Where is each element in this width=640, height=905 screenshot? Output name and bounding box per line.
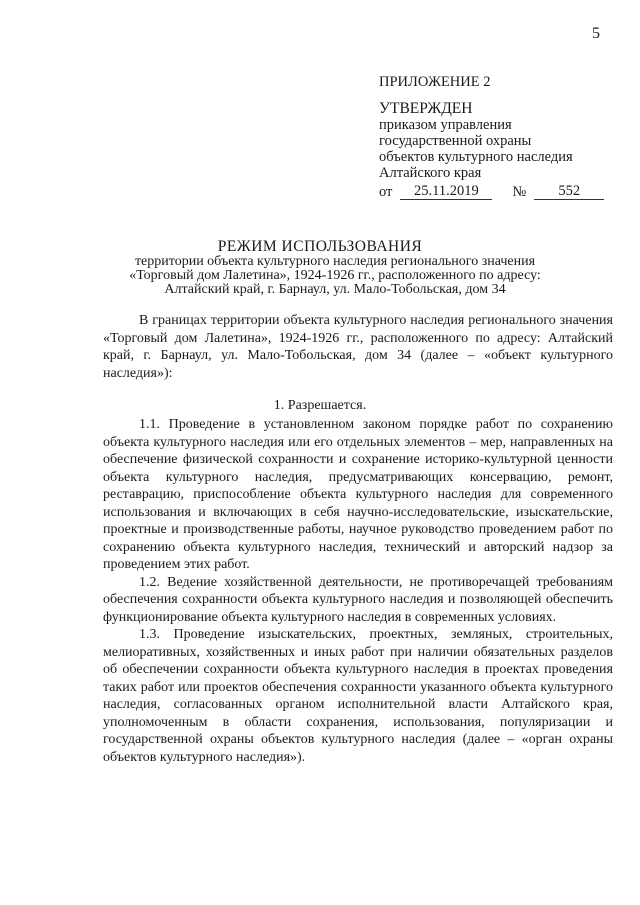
approval-line: объектов культурного наследия <box>379 149 573 165</box>
approval-block <box>379 74 619 200</box>
document-subtitle <box>110 255 560 297</box>
order-number: 552 <box>534 183 604 200</box>
item-1-1: 1.1. Проведение в установленном законом порядке работ по сохранению объекта культурного наследия или его отдельных элементов – мер, направленных на обеспечение физической сохранности и сохранение историко-культурной ценности объекта культурного наследия, предусматривающих консервацию, ремонт, реставрацию, приспособление объекта культурного наследия для современного использования и включающих в себя научно-исследовательские, изыскательские, проектные и производственные работы, научное руководство проведением работ по сохранению объекта культурного наследия, технический и авторский надзор за проведением этих работ. <box>103 417 613 572</box>
appendix-label: ПРИЛОЖЕНИЕ 2 <box>379 74 491 90</box>
subtitle-line: «Торговый дом Лалетина», 1924-1926 гг., расположенного по адресу: <box>129 268 541 283</box>
document-title: РЕЖИМ ИСПОЛЬЗОВАНИЯ <box>217 238 423 255</box>
items-block <box>103 416 613 766</box>
approval-line: Алтайского края <box>379 165 482 181</box>
order-date: 25.11.2019 <box>400 183 492 200</box>
order-line <box>379 183 619 200</box>
number-label: № <box>512 184 527 200</box>
subtitle-line: территории объекта культурного наследия регионального значения <box>134 254 536 269</box>
item-1-2: 1.2. Ведение хозяйственной деятельности, не противоречащей требованиям обеспечения сохранности объекта культурного наследия и позволяющей обеспечить функционирование объекта культурного наследия в современных условиях. <box>103 574 613 625</box>
from-label: от <box>379 184 393 200</box>
approval-line: приказом управления <box>379 117 512 133</box>
subtitle-line: Алтайский край, г. Барнаул, ул. Мало-Тобольская, дом 34 <box>164 282 506 297</box>
approved-label: УТВЕРЖДЕН <box>379 100 473 117</box>
item-1-3: 1.3. Проведение изыскательских, проектных, земляных, строительных, мелиоративных, хозяйственных и иных работ при наличии обязательных разделов об обеспечении сохранности объекта культурного наследия в проектах проведения таких работ или проектов обеспечения сохранности указанного объекта культурного наследия, согласованных органом исполнительной власти Алтайского края, уполномоченным в области сохранения, использования, популяризации и государственной охраны объектов культурного наследия (далее – «орган охраны объектов культурного наследия»). <box>103 627 613 765</box>
page-number: 5 <box>592 25 600 42</box>
intro-paragraph: В границах территории объекта культурного наследия регионального значения «Торговый дом Лалетина», 1924-1926 гг., расположенного по адресу: Алтайский край, г. Барнаул, ул. Мало-Тобольская, дом 34 (далее – «объект культурного наследия»): <box>103 313 613 381</box>
section-heading: 1. Разрешается. <box>273 398 367 413</box>
approval-line: государственной охраны <box>379 133 532 149</box>
intro-paragraph-block <box>103 312 613 382</box>
